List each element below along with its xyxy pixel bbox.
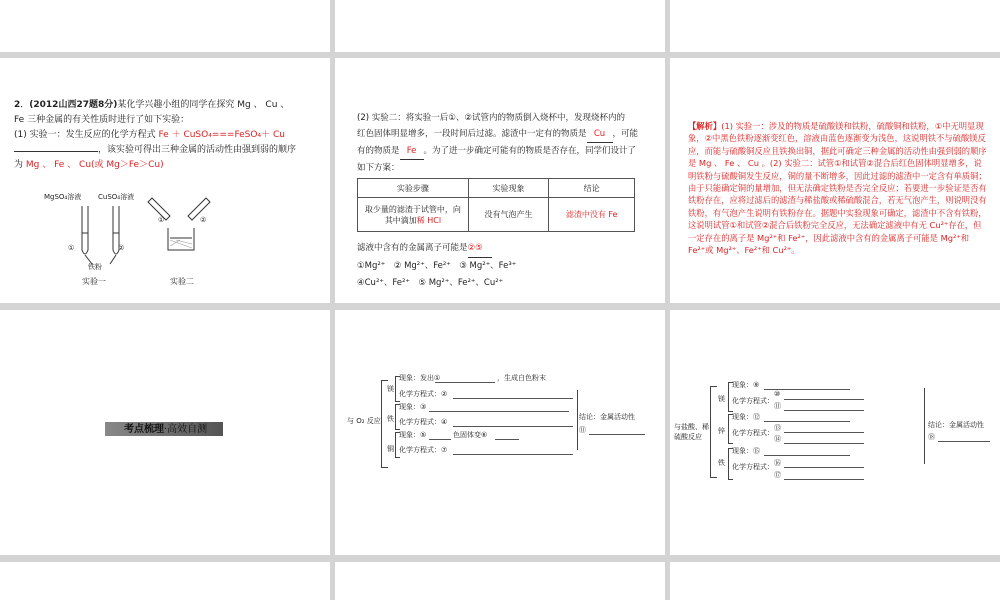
slide-partial-top-right bbox=[670, 0, 1000, 52]
row-label: ⑬ bbox=[774, 424, 781, 432]
slide-6[interactable] bbox=[670, 310, 1000, 555]
q1-answer-equation: Fe ＋ CuSO₄===FeSO₄＋ Cu bbox=[158, 130, 285, 140]
slide-4[interactable] bbox=[0, 310, 330, 555]
q2-line3: 有的物质是 bbox=[357, 146, 400, 156]
row-label: ⑭ bbox=[774, 435, 781, 443]
experiment1-caption: 实验一 bbox=[82, 277, 106, 286]
acid-reaction-root-line2: 硫酸反应 bbox=[674, 433, 702, 441]
q2-line2: 红色固体明显增多，一段时间后过滤。滤渣中一定有的物质是 bbox=[357, 129, 587, 139]
intro-line1: 某化学兴趣小组的同学在探究 Mg 、 Cu 、 bbox=[117, 100, 290, 110]
row-label: ⑯ bbox=[774, 459, 781, 467]
section-title-rest: ·高效自测 bbox=[164, 424, 208, 435]
metal-label: 铁 bbox=[718, 459, 725, 467]
conclusion-number: ⑱ bbox=[928, 433, 935, 441]
row-label: 化学方程式： bbox=[732, 463, 774, 471]
q1-suffix: 为 bbox=[14, 160, 24, 170]
section-title-bold: 考点梳理 bbox=[124, 424, 164, 435]
iron-powder-label: 铁粉 bbox=[88, 263, 102, 271]
question-number: 2 bbox=[14, 100, 21, 110]
row-label: ⑰ bbox=[774, 471, 781, 479]
cuso4-label: CuSO₄溶液 bbox=[98, 193, 135, 201]
row-label: 现象：⑮ bbox=[732, 447, 760, 455]
experiment-plan-table bbox=[357, 178, 635, 232]
row-label: 现象：⑫ bbox=[732, 413, 760, 421]
q2-ions-prompt: 滤液中含有的金属离子可能是 bbox=[357, 243, 468, 253]
experiment-figure bbox=[30, 188, 260, 293]
answer-cu: Cu bbox=[587, 126, 613, 143]
o2-reaction-root: 与 O₂ 反应 bbox=[347, 417, 381, 425]
row-label: ⑩ bbox=[774, 390, 781, 398]
q2-line3b: 。为了进一步确定可能有的物质是否存在，同学们设计了 bbox=[423, 146, 637, 156]
tube1-label: ① bbox=[68, 244, 75, 252]
metal-label: 锌 bbox=[718, 427, 725, 435]
slide-partial-bottom-middle bbox=[335, 562, 665, 600]
answer-ions: ②⑤ bbox=[468, 240, 492, 258]
tube2-label: ② bbox=[118, 244, 125, 252]
analysis-text: (1) 实验一：涉及的物质是硫酸镁和铁粉，硫酸铜和铁粉，①中无明显现象，②中黑色铁粉逐渐变红色，溶液由蓝色逐渐变为浅色，这说明铁不与硫酸镁反应，而能与硫酸铜反应且铁换出铜，据此可确定三种金属的活动性由强到弱的顺序是 Mg 、 Fe 、 Cu 。(2) 实验二：试管①和试管②混合后红色固体明显增多，说明铁粉与硫酸铜发生反应，铜的量不断增多，因此过滤的滤渣中一定含有单质铜；由于只能确定铜的量增加，但无法确定铁粉是否完全反应；若要进一步验证是否有铁粉存在，应将过滤后的滤渣与稀盐酸或稀硫酸混合，若无气泡产生，则说明没有铁粉，有气泡产生说明有铁粉存在。据题中实验现象可确定，滤渣中不含有铁粉，这说明试管①和试管②混合后铁粉完全反应，无法确定滤液中有无 Cu²⁺存在，但一定存在的离子是 Mg²⁺和 Fe²⁺，因此滤液中含有的金属离子可能是 Mg²⁺和 Fe²⁺或 Mg²⁺、Fe²⁺和 Cu²⁺。 bbox=[688, 121, 987, 256]
q1-prefix: (1) 实验一：发生反应的化学方程式 bbox=[14, 130, 156, 140]
q1-text: ，该实验可得出三种金属的活动性由强到弱的顺序 bbox=[98, 145, 297, 155]
q2-line2b: ，可能 bbox=[612, 129, 639, 139]
table-step-answer: 稀 HCl bbox=[416, 215, 442, 225]
slide-partial-bottom-right bbox=[670, 562, 1000, 600]
acid-reaction-root-line1: 与盐酸、稀 bbox=[674, 423, 709, 431]
question-source: (2012山西27题8分) bbox=[29, 100, 118, 110]
q2-line4: 如下方案： bbox=[357, 163, 400, 173]
row-label: 化学方程式：② bbox=[399, 390, 448, 398]
conclusion-label: 结论：金属活动性 bbox=[579, 413, 635, 421]
slide-partial-bottom-left bbox=[0, 562, 330, 600]
conclusion-number: ⑪ bbox=[579, 426, 586, 434]
test-tubes-icon bbox=[30, 188, 260, 293]
beaker-tube1-label: ① bbox=[158, 216, 165, 224]
row-label: 现象：⑤ bbox=[399, 431, 427, 439]
table-header: 结论 bbox=[549, 179, 635, 198]
ion-options-line1: ①Mg²⁺ ② Mg²⁺、Fe²⁺ ③ Mg²⁺、Fe³⁺ bbox=[357, 261, 517, 271]
metal-label: 铜 bbox=[387, 445, 394, 453]
mgso4-label: MgSO₄溶液 bbox=[44, 193, 82, 201]
experiment2-caption: 实验二 bbox=[170, 277, 194, 286]
slide-partial-top-middle bbox=[335, 0, 665, 52]
q1-answer-order: Mg 、 Fe 、 Cu(或 Mg＞Fe＞Cu) bbox=[25, 160, 164, 170]
row-label: 现象：⑨ bbox=[732, 381, 760, 389]
table-header: 实验现象 bbox=[468, 179, 549, 198]
slide-1[interactable]: 2．(2012山西27题8分)某化学兴趣小组的同学在探究 Mg 、 Cu 、 Fe 三种金属的有关性质时进行了如下实验： (1) 实验一：发生反应的化学方程式 Fe ＋ CuSO₄===FeSO₄＋ Cu ，该实验可得出三种金属的活动性由强到弱的顺序 为 Mg 、 Fe 、 Cu(或 Mg＞Fe＞Cu) MgSO₄溶液 CuSO₄溶液 ① ② ① ② 铁粉 实验一 实验二 bbox=[0, 58, 330, 303]
row-label: 化学方程式：④ bbox=[399, 418, 448, 426]
row-label: 现象：发出① bbox=[399, 374, 441, 382]
intro-line2: Fe 三种金属的有关性质时进行了如下实验： bbox=[14, 115, 190, 125]
slide-2[interactable] bbox=[335, 58, 665, 303]
row-label: 化学方程式： bbox=[732, 397, 774, 405]
slide-3[interactable] bbox=[670, 58, 1000, 303]
table-step: 取少量的滤渣于试管中，向其中滴加 bbox=[364, 204, 461, 225]
row-label: 色固体变⑥ bbox=[453, 431, 488, 439]
table-phenomenon: 没有气泡产生 bbox=[468, 198, 549, 232]
analysis-label: 【解析】 bbox=[688, 121, 722, 131]
conclusion-label: 结论：金属活动性 bbox=[928, 421, 984, 429]
metal-label: 镁 bbox=[718, 395, 725, 403]
table-header: 实验步骤 bbox=[358, 179, 469, 198]
metal-label: 铁 bbox=[387, 415, 394, 423]
row-label: ⑪ bbox=[774, 402, 781, 410]
metal-label: 镁 bbox=[387, 385, 394, 393]
table-conclusion: 滤渣中没有 Fe bbox=[549, 198, 635, 232]
answer-fe: Fe bbox=[400, 143, 424, 160]
ion-options-line2: ④Cu²⁺、Fe²⁺ ⑤ Mg²⁺、Fe²⁺、Cu²⁺ bbox=[357, 278, 504, 288]
slide-5[interactable] bbox=[335, 310, 665, 555]
row-label: 现象：③ bbox=[399, 403, 427, 411]
row-label: 化学方程式： bbox=[732, 429, 774, 437]
q2-line1: (2) 实验二：将实验一后①、②试管内的物质倒入烧杯中，发现烧杯内的 bbox=[357, 113, 625, 123]
row-label: ，生成白色粉末 bbox=[497, 374, 546, 382]
beaker-tube2-label: ② bbox=[200, 216, 207, 224]
row-label: 化学方程式：⑦ bbox=[399, 446, 448, 454]
slide-partial-top-left bbox=[0, 0, 330, 52]
